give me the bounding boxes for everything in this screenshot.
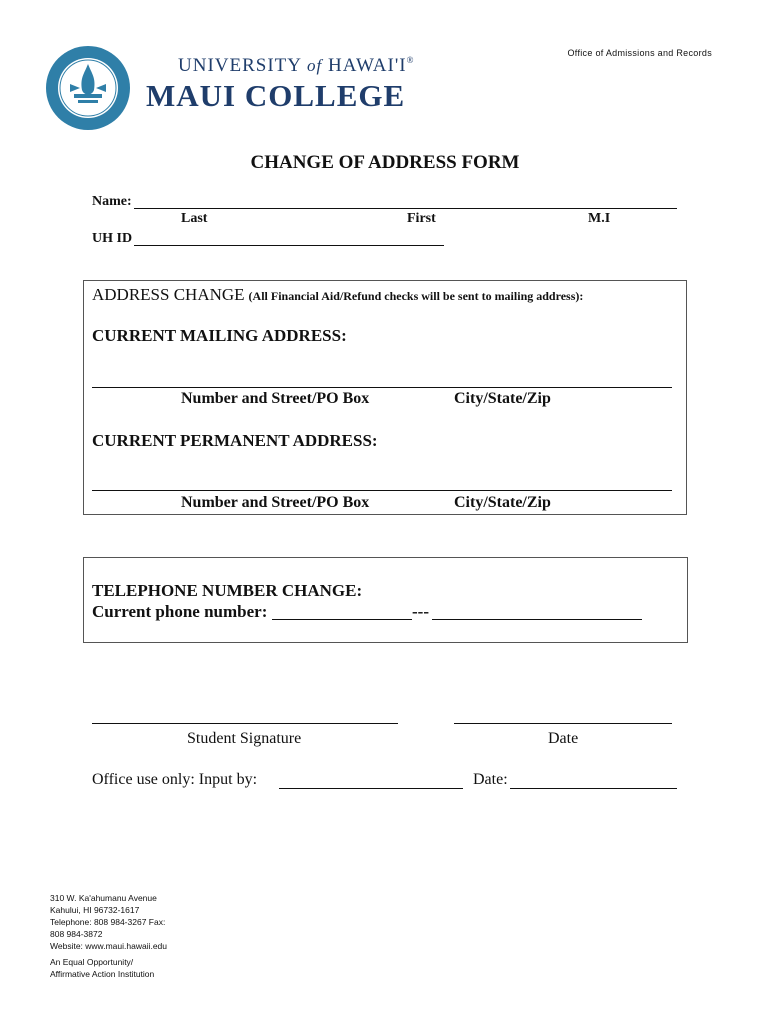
footer-website: Website: www.maui.hawaii.edu — [50, 941, 168, 951]
page-title: CHANGE OF ADDRESS FORM — [250, 152, 520, 173]
office-date-label: Date: — [473, 771, 508, 788]
footer-address-line-2: Kahului, HI 96732-1617 — [50, 905, 140, 915]
student-signature-caption: Student Signature — [187, 730, 302, 747]
address-change-heading: ADDRESS CHANGE — [92, 285, 245, 304]
permanent-address-field[interactable] — [92, 490, 672, 491]
name-field[interactable] — [134, 208, 677, 209]
phone-area-field[interactable] — [272, 619, 412, 620]
office-name: Office of Admissions and Records — [567, 48, 712, 58]
mailing-address-field[interactable] — [92, 387, 672, 388]
student-signature-field[interactable] — [92, 723, 398, 724]
office-date-field[interactable] — [510, 788, 677, 789]
registered-mark: ® — [406, 55, 415, 65]
uh-id-field[interactable] — [134, 245, 444, 246]
address-change-note: (All Financial Aid/Refund checks will be sent to mailing address): — [248, 289, 584, 303]
footer-telephone: Telephone: 808 984-3267 Fax: — [50, 917, 166, 927]
footer-eeo-line-2: Affirmative Action Institution — [50, 969, 155, 979]
university-seal-logo — [44, 44, 132, 132]
mailing-street-caption: Number and Street/PO Box — [181, 390, 370, 407]
college-wordmark: MAUI COLLEGE — [146, 78, 406, 113]
of-word: of — [307, 56, 323, 75]
middle-initial-caption: M.I — [588, 211, 611, 226]
office-input-by-field[interactable] — [279, 788, 463, 789]
first-name-caption: First — [407, 211, 436, 226]
university-wordmark — [178, 55, 414, 77]
signature-date-field[interactable] — [454, 723, 672, 724]
permanent-street-caption: Number and Street/PO Box — [181, 494, 370, 511]
footer-address-line-1: 310 W. Ka'ahumanu Avenue — [50, 893, 157, 903]
hawaii-word: HAWAI'I — [328, 55, 407, 76]
current-mailing-address-label: CURRENT MAILING ADDRESS: — [92, 326, 347, 345]
name-label: Name: — [92, 194, 132, 209]
date-caption: Date — [548, 730, 579, 747]
address-change-box — [83, 280, 687, 515]
last-name-caption: Last — [181, 211, 208, 226]
current-phone-label: Current phone number: — [92, 602, 268, 621]
footer-fax: 808 984-3872 — [50, 929, 103, 939]
university-word: UNIVERSITY — [178, 55, 302, 76]
footer-eeo-line-1: An Equal Opportunity/ — [50, 957, 134, 967]
mailing-city-caption: City/State/Zip — [454, 390, 551, 407]
phone-separator: --- — [412, 602, 429, 621]
current-permanent-address-label: CURRENT PERMANENT ADDRESS: — [92, 431, 378, 450]
uh-id-label: UH ID — [92, 231, 133, 246]
permanent-city-caption: City/State/Zip — [454, 494, 551, 511]
office-use-input-by-label: Office use only: Input by: — [92, 771, 258, 788]
telephone-change-heading: TELEPHONE NUMBER CHANGE: — [92, 581, 363, 600]
address-change-heading-row — [92, 285, 583, 305]
footer-eeo — [50, 956, 154, 980]
footer-contact — [50, 892, 167, 952]
phone-number-field[interactable] — [432, 619, 642, 620]
